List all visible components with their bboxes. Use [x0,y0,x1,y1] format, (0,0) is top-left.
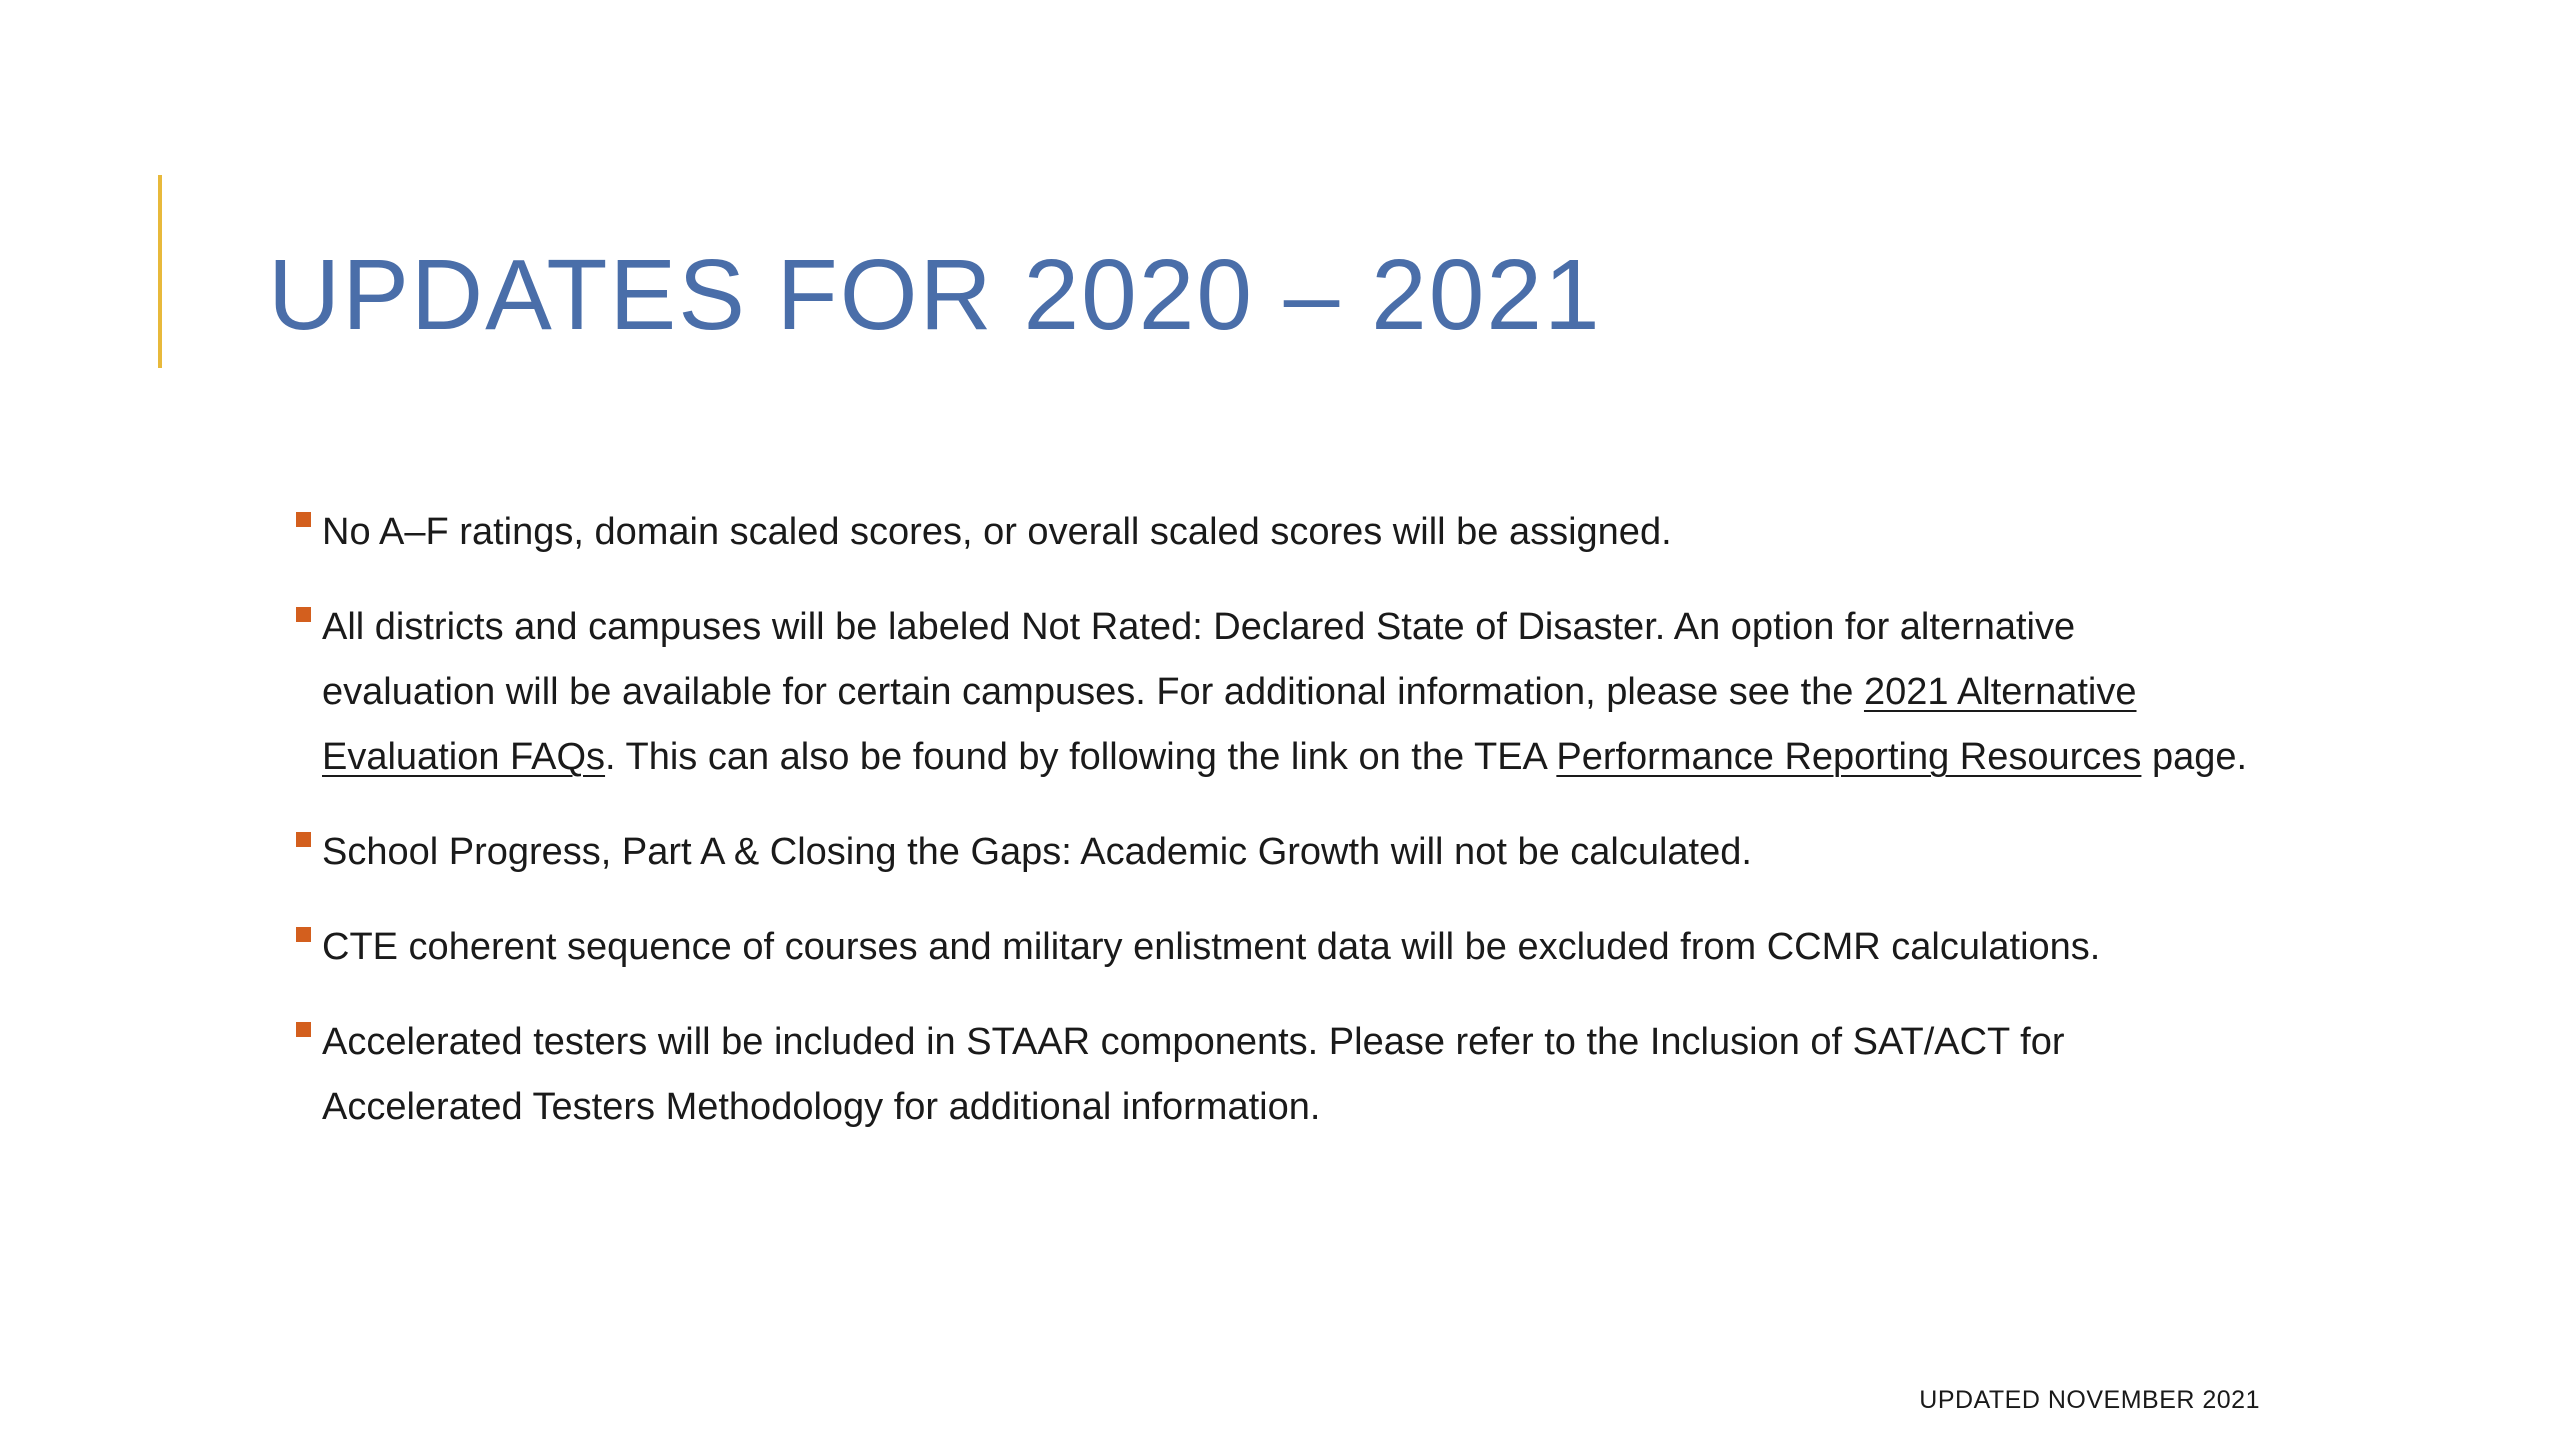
updated-date-footer: UPDATED NOVEMBER 2021 [1919,1386,2260,1414]
title-accent-bar [158,175,162,368]
bullet-list [296,500,2256,1170]
bullet-item-school-progress [296,820,2256,885]
bullet-text: School Progress, Part A & Closing the Gaps: Academic Growth will not be calculated. [322,831,1752,873]
bullet-item-accelerated-testers [296,1010,2256,1140]
square-bullet-icon [296,832,311,847]
performance-reporting-resources-link[interactable]: Performance Reporting Resources [1556,736,2142,778]
square-bullet-icon [296,512,311,527]
square-bullet-icon [296,1022,311,1037]
square-bullet-icon [296,607,311,622]
slide-title: UPDATES FOR 2020 – 2021 [268,239,1602,351]
bullet-text: Accelerated testers will be included in STAAR components. Please refer to the Inclusion of SAT/ACT for Accelerated Testers Methodology for additional information. [322,1021,2065,1128]
bullet-text: No A–F ratings, domain scaled scores, or overall scaled scores will be assigned. [322,511,1672,553]
bullet-text: CTE coherent sequence of courses and military enlistment data will be excluded from CCMR calculations. [322,926,2101,968]
square-bullet-icon [296,927,311,942]
alternative-evaluation-faqs-link[interactable]: 2021 Alternative Evaluation FAQs [322,671,2137,778]
bullet-text: page. [2141,736,2248,778]
bullet-text: . This can also be found by following the link on the TEA [605,736,1557,778]
bullet-item-cte [296,915,2256,980]
bullet-item-not-rated [296,595,2256,790]
bullet-text: All districts and campuses will be labeled Not Rated: Declared State of Disaster. An option for alternative evaluation will be available for certain campuses. For additional information, please see the [322,606,2076,713]
bullet-item-ratings [296,500,2256,565]
